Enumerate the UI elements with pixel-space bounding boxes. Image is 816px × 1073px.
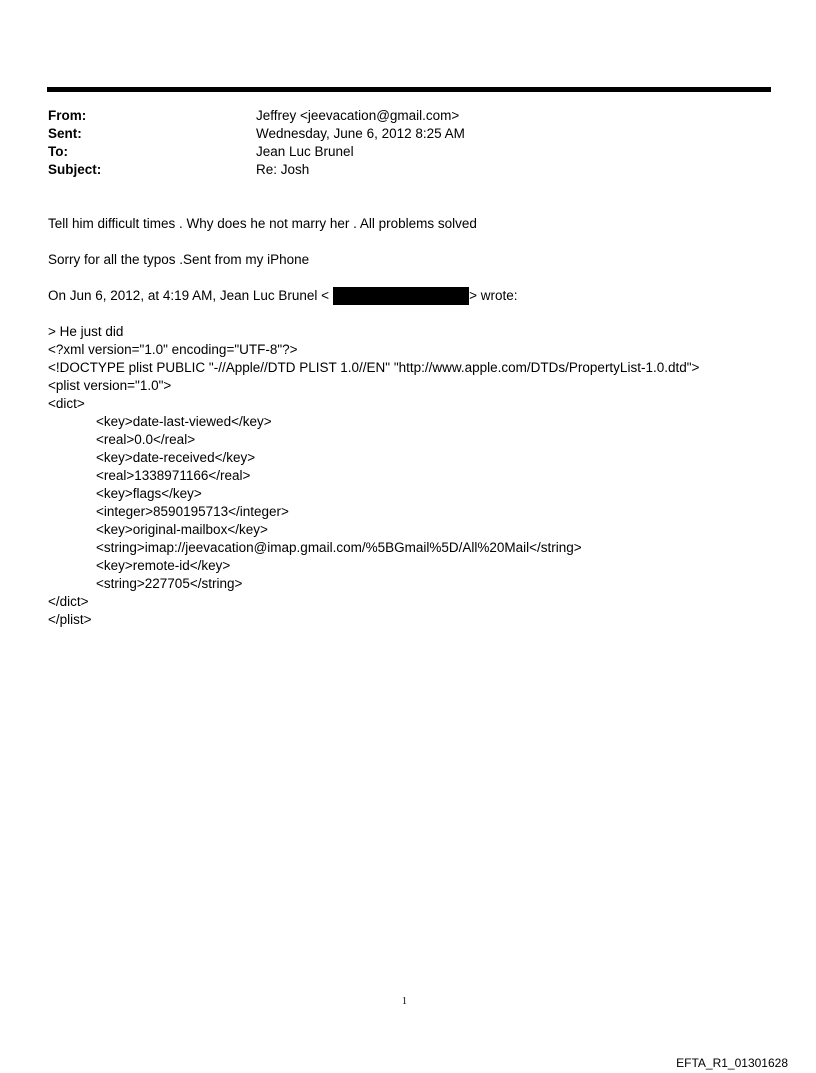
body-line-2: Sorry for all the typos .Sent from my iPhone [48, 252, 310, 267]
code-line: <!DOCTYPE plist PUBLIC "-//Apple//DTD PLIST 1.0//EN" "http://www.apple.com/DTDs/PropertyList-1.0.dtd"> [48, 360, 700, 375]
to-row [48, 143, 748, 161]
from-label: From: [48, 108, 87, 123]
code-line: > He just did [48, 324, 124, 339]
from-value: Jeffrey <jeevacation@gmail.com> [256, 108, 460, 123]
code-line: <string>imap://jeevacation@imap.gmail.com/%5BGmail%5D/All%20Mail</string> [96, 540, 582, 555]
header-rule [47, 87, 771, 92]
sent-row [48, 125, 748, 143]
quote-intro-before: On Jun 6, 2012, at 4:19 AM, Jean Luc Brunel < [48, 288, 330, 303]
code-line: <key>date-received</key> [96, 450, 256, 465]
email-header [48, 107, 748, 179]
sent-label: Sent: [48, 126, 82, 141]
code-line: <integer>8590195713</integer> [96, 504, 289, 519]
subject-label: Subject: [48, 162, 102, 177]
code-line: <key>flags</key> [96, 486, 202, 501]
code-line: </dict> [48, 594, 89, 609]
code-line: <key>date-last-viewed</key> [96, 414, 272, 429]
code-line: </plist> [48, 612, 92, 627]
code-line: <key>remote-id</key> [96, 558, 231, 573]
to-label: To: [48, 144, 68, 159]
code-line: <dict> [48, 396, 85, 411]
code-line: <?xml version="1.0" encoding="UTF-8"?> [48, 342, 298, 357]
code-line: <real>0.0</real> [96, 432, 196, 447]
code-line: <key>original-mailbox</key> [96, 522, 268, 537]
from-row [48, 107, 748, 125]
document-id: EFTA_R1_01301628 [676, 1056, 788, 1070]
code-line: <real>1338971166</real> [96, 468, 251, 483]
page-number: 1 [402, 996, 407, 1007]
code-line: <string>227705</string> [96, 576, 243, 591]
sent-value: Wednesday, June 6, 2012 8:25 AM [256, 126, 465, 141]
redaction-box [333, 287, 469, 305]
quote-intro [48, 287, 517, 305]
quoted-plist-block [48, 323, 699, 629]
subject-row [48, 161, 748, 179]
code-line: <plist version="1.0"> [48, 378, 172, 393]
subject-value: Re: Josh [256, 162, 310, 177]
quote-intro-after: > wrote: [469, 288, 518, 303]
body-line-1: Tell him difficult times . Why does he not marry her . All problems solved [48, 216, 477, 231]
to-value: Jean Luc Brunel [256, 144, 354, 159]
